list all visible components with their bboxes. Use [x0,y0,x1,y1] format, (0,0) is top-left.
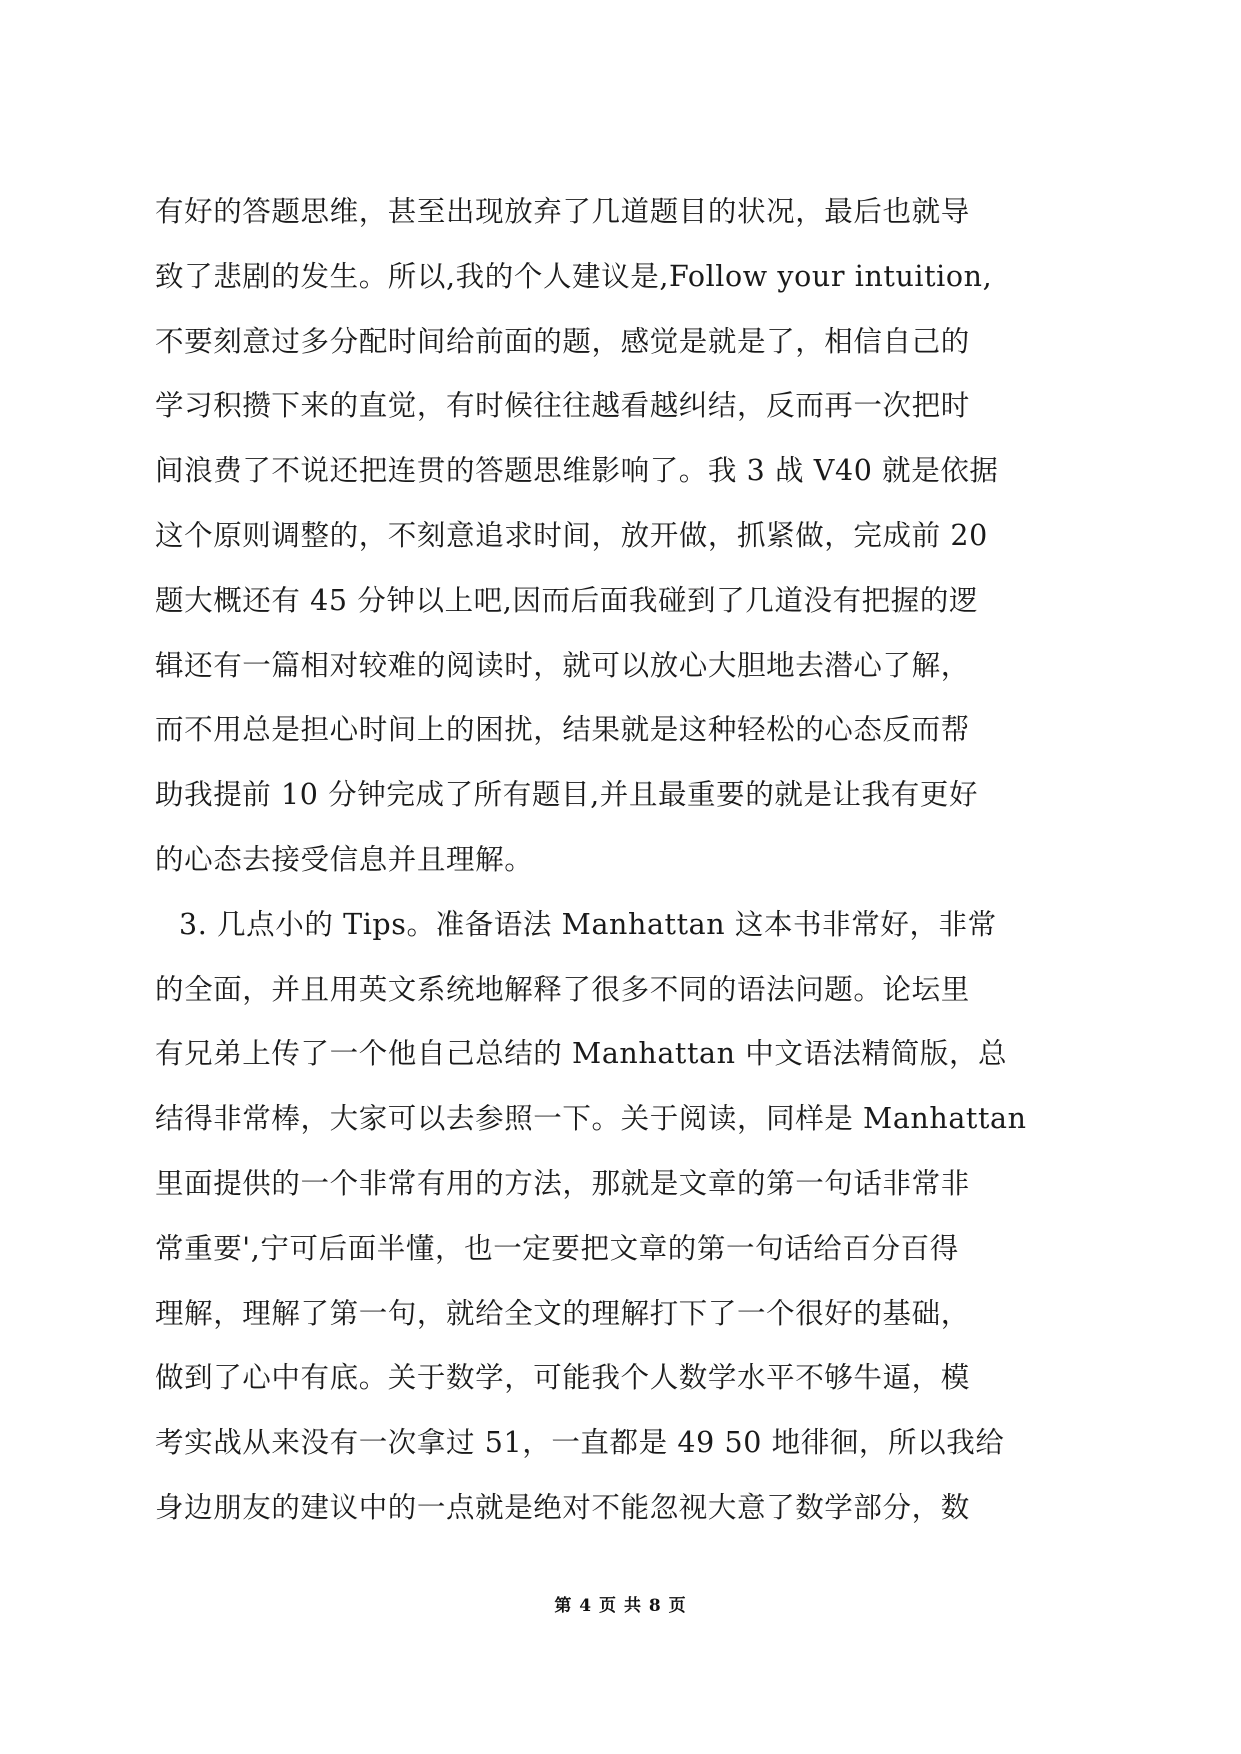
page-number-footer: 第 4 页 共 8 页 [554,1596,687,1616]
text-line: 理解，理解了第一句，就给全文的理解打下了一个很好的基础， [155,1296,970,1330]
text-line: 助我提前 10 分钟完成了所有题目,并且最重要的就是让我有更好 [155,778,979,812]
text-line: 不要刻意过多分配时间给前面的题，感觉是就是了，相信自己的 [155,324,970,358]
text-line: 有兄弟上传了一个他自己总结的 Manhattan 中文语法精简版，总 [155,1037,1008,1071]
text-line: 考实战从来没有一次拿过 51，一直都是 49 50 地徘徊，所以我给 [155,1426,1005,1460]
text-line: 致了悲剧的发生。所以,我的个人建议是,Follow your intuition, [155,259,993,293]
body-text [155,180,1115,1541]
text-line: 学习积攒下来的直觉，有时候往往越看越纠结，反而再一次把时 [155,389,970,423]
text-line: 题大概还有 45 分钟以上吧,因而后面我碰到了几道没有把握的逻 [155,583,979,617]
text-line: 的心态去接受信息并且理解。 [155,842,534,876]
text-line: 间浪费了不说还把连贯的答题思维影响了。我 3 战 V40 就是依据 [155,454,999,488]
text-line: 做到了心中有底。关于数学，可能我个人数学水平不够牛逼，模 [155,1361,970,1395]
text-line: 而不用总是担心时间上的困扰，结果就是这种轻松的心态反而帮 [155,713,970,747]
text-line: 里面提供的一个非常有用的方法，那就是文章的第一句话非常非 [155,1166,970,1200]
text-line: 有好的答题思维，甚至出现放弃了几道题目的状况，最后也就导 [155,195,970,228]
text-line: 的全面，并且用英文系统地解释了很多不同的语法问题。论坛里 [155,972,970,1006]
text-line: 这个原则调整的，不刻意追求时间，放开做，抓紧做，完成前 20 [155,518,988,552]
text-line: 结得非常棒，大家可以去参照一下。关于阅读，同样是 Manhattan [155,1102,1027,1136]
text-line: 常重要',宁可后面半懂，也一定要把文章的第一句话给百分百得 [155,1231,959,1265]
text-line: 辑还有一篇相对较难的阅读时，就可以放心大胆地去潜心了解， [155,648,970,682]
section-heading-line: 3. 几点小的 Tips。准备语法 Manhattan 这本书非常好，非常 [179,907,997,941]
text-line: 身边朋友的建议中的一点就是绝对不能忽视大意了数学部分，数 [155,1490,970,1524]
